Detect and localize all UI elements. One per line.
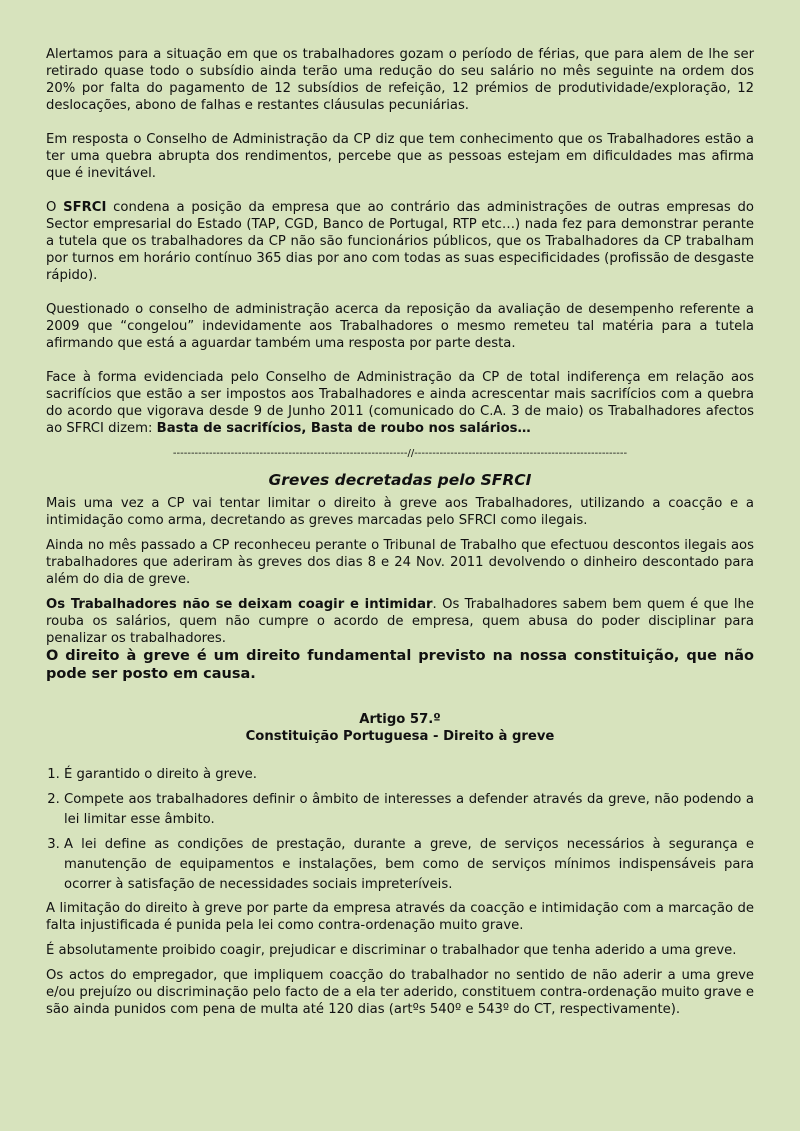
- paragraph-employer-acts: Os actos do empregador, que impliquem coacção do trabalhador no sentido de não aderir a uma greve e/ou prejuízo ou discriminação pelo facto de a ela ter aderido, constituem contra-ordenação muito grave e são ainda punidos com pena de multa até 120 dias (artºs 540º e 543º do CT, respectivamente).: [46, 968, 754, 1017]
- paragraph-text: . Os Trabalhadores sabem bem quem é que lhe rouba os salários, quem não cumpre o acordo de empresa, quem abusa do poder disciplinar para penalizar os trabalhadores.: [46, 597, 754, 646]
- paragraph-sfrci-condemns: [46, 199, 754, 284]
- paragraph-text: condena a posição da empresa que ao contrário das administrações de outras empresas do Sector empresarial do Estado (TAP, CGD, Banco de Portugal, RTP etc…) nada fez para demonstrar perante a tutela que os trabalhadores da CP não são funcionários públicos, que os Trabalhadores da CP trabalham por turnos em horário contínuo 365 dias por ano com todas as suas especificidades (profissão de desgaste rápido).: [46, 200, 754, 283]
- article-heading: [46, 711, 754, 745]
- section-title: Greves decretadas pelo SFRCI: [268, 471, 532, 489]
- article-subtitle: Constituição Portuguesa - Direito à greve: [245, 729, 555, 744]
- article-title: Artigo 57.º: [359, 712, 441, 727]
- enough-slogan: Basta de sacrifícios, Basta de roubo nos salários…: [156, 421, 531, 436]
- paragraph-cp-limits-strike: Mais uma vez a CP vai tentar limitar o direito à greve aos Trabalhadores, utilizando a coacção e a intimidação como arma, decretando as greves marcadas pelo SFRCI como ilegais.: [46, 496, 754, 528]
- article-items-list: [46, 765, 754, 895]
- fundamental-right-statement: O direito à greve é um direito fundamental previsto na nossa constituição, que não pode ser posto em causa.: [46, 648, 754, 682]
- paragraph-text: Face à forma evidenciada pelo Conselho de Administração da CP de total indiferença em relação aos sacrifícios que estão a ser impostos aos Trabalhadores e ainda acrescentar mais sacrifícios com a quebra do acordo que vigorava desde 9 de Junho 2011 (comunicado do C.A. 3 de maio) os Trabalhadores afectos ao SFRCI dizem:: [46, 370, 754, 436]
- list-item: 2. Compete aos trabalhadores definir o âmbito de interesses a defender através da greve, não podendo a lei limitar esse âmbito.: [64, 790, 754, 830]
- paragraph-labour-court: Ainda no mês passado a CP reconheceu perante o Tribunal de Trabalho que efectuou descontos ilegais aos trabalhadores que aderiram às greves dos dias 8 e 24 Nov. 2011 devolvendo o dinheiro descontado para além do dia de greve.: [46, 538, 754, 587]
- paragraph-enough-sacrifices: [46, 369, 754, 437]
- paragraph-board-response: Em resposta o Conselho de Administração da CP diz que tem conhecimento que os Trabalhadores estão a ter uma quebra abrupta dos rendimentos, percebe que as pessoas estejam em dificuldades mas afirma que é inevitável.: [46, 132, 754, 181]
- paragraph-text: O: [46, 200, 64, 215]
- not-coerced-statement: Os Trabalhadores não se deixam coagir e intimidar: [46, 597, 433, 612]
- sfrci-name: SFRCI: [63, 200, 107, 215]
- list-item: 1. É garantido o direito à greve.: [64, 765, 754, 785]
- list-item: 3. A lei define as condições de prestação, durante a greve, de serviços necessários à segurança e manutenção de equipamentos e instalações, bem como de serviços mínimos indispensáveis para ocorrer à satisfação de necessidades sociais impreteríveis.: [64, 835, 754, 895]
- paragraph-not-coerced: [46, 596, 754, 647]
- paragraph-performance-evaluation: Questionado o conselho de administração acerca da reposição da avaliação de desempenho referente a 2009 que “congelou” indevidamente aos Trabalhadores o mesmo remeteu tal matéria para a tutela afirmando que está a aguardar também uma resposta por parte desta.: [46, 302, 754, 351]
- section-divider: -----------------------------------------------------------------//-----------------------------------------------------------: [172, 448, 628, 459]
- paragraph-vacation-subsidy: Alertamos para a situação em que os trabalhadores gozam o período de férias, que para alem de lhe ser retirado quase todo o subsídio ainda terão uma redução do seu salário no mês seguinte na ordem dos 20% por falta do pagamento de 12 subsídios de refeição, 12 prémios de produtividade/exploração, 12 deslocações, abono de falhas e restantes cláusulas pecuniárias.: [46, 47, 754, 113]
- paragraph-limitation-penalty: A limitação do direito à greve por parte da empresa através da coacção e intimidação com a marcação de falta injustificada é punida pela lei como contra-ordenação muito grave.: [46, 901, 754, 933]
- paragraph-prohibited-coercion: É absolutamente proibido coagir, prejudicar e discriminar o trabalhador que tenha aderido a uma greve.: [46, 943, 737, 958]
